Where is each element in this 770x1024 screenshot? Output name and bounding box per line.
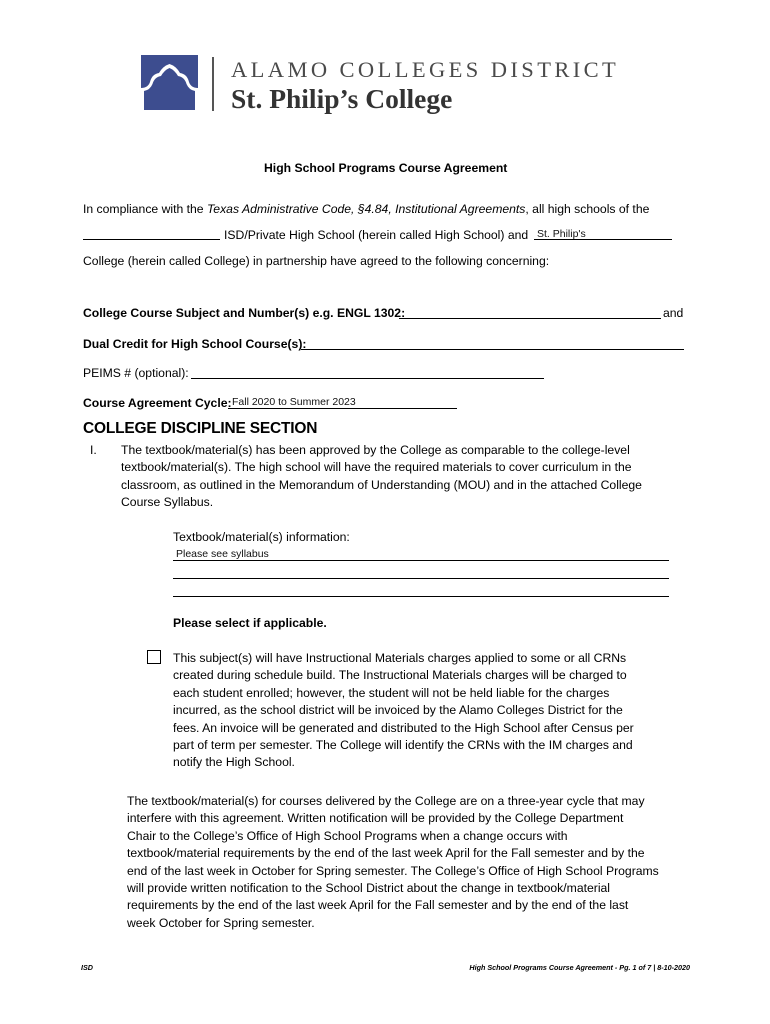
course-subject-colon: : bbox=[401, 306, 406, 320]
document-title: High School Programs Course Agreement bbox=[264, 161, 508, 175]
item-marker: I. bbox=[90, 443, 97, 457]
paragraph-line: interfere with this agreement. Written notification will be provided by the College Department bbox=[127, 811, 624, 826]
paragraph-line: notify the High School. bbox=[173, 755, 295, 770]
isd-name-field[interactable] bbox=[83, 239, 220, 240]
paragraph-line: This subject(s) will have Instructional Materials charges applied to some or all CRNs bbox=[173, 651, 627, 665]
textbook-info-line-3[interactable] bbox=[173, 596, 669, 597]
intro-line-1 bbox=[83, 201, 649, 218]
course-subject-label-text: College Course Subject and Number(s) e.g. ENGL 1302 bbox=[83, 306, 402, 320]
college-logo-mark bbox=[141, 55, 198, 110]
paragraph-line: The textbook/material(s) has been approved by the College as comparable to the college-level bbox=[121, 443, 630, 457]
paragraph-line: created during schedule build. The Instructional Materials charges will be charged to bbox=[173, 668, 627, 683]
intro-text-end: , all high schools of the bbox=[525, 202, 650, 216]
textbook-info-line-1[interactable] bbox=[173, 560, 669, 561]
intro-citation: Texas Administrative Code, §4.84, Institutional Agreements bbox=[206, 202, 526, 216]
footer-right: High School Programs Course Agreement - Pg. 1 of 7 | 8-10-2020 bbox=[469, 963, 690, 972]
paragraph-line: incurred, as the school district will be invoiced by the Alamo Colleges District for the bbox=[173, 703, 623, 718]
paragraph-line: each student enrolled; however, the student will not be held liable for the charges bbox=[173, 685, 610, 700]
section-heading: COLLEGE DISCIPLINE SECTION bbox=[83, 420, 318, 437]
paragraph-line: The textbook/material(s) for courses delivered by the College are on a three-year cycle that may bbox=[127, 794, 645, 808]
paragraph-line: requirements by the end of the last week April for the Fall semester and by the end of the last bbox=[127, 898, 629, 913]
paragraph-line: Chair to the College’s Office of High School Programs when a change occurs with bbox=[127, 828, 568, 843]
im-charges-paragraph bbox=[173, 650, 634, 772]
college-name: St. Philip’s College bbox=[231, 83, 453, 114]
intro-line-2: ISD/Private High School (herein called High School) and bbox=[224, 228, 529, 242]
item-paragraph bbox=[121, 442, 642, 512]
textbook-info-line-2[interactable] bbox=[173, 578, 669, 579]
paragraph-line: Course Syllabus. bbox=[121, 495, 214, 510]
paragraph-line: classroom, as outlined in the Memorandum of Understanding (MOU) and in the attached College bbox=[121, 477, 642, 492]
paragraph-line: textbook/material requirements by the end of the last week April for the Fall semester and by the bbox=[127, 846, 645, 861]
paragraph-line: will provide written notification to the School District about the change in textbook/material bbox=[127, 881, 611, 896]
agreement-cycle-value: Fall 2020 to Summer 2023 bbox=[232, 396, 356, 408]
peims-field[interactable] bbox=[191, 378, 544, 379]
course-subject-label bbox=[83, 305, 405, 322]
course-subject-and: and bbox=[663, 306, 684, 320]
dual-credit-field[interactable] bbox=[301, 349, 684, 350]
paragraph-line: week October for Spring semester. bbox=[127, 915, 315, 930]
course-subject-field[interactable] bbox=[399, 318, 661, 319]
footer-left: ISD bbox=[81, 963, 93, 972]
dual-credit-label: Dual Credit for High School Course(s): bbox=[83, 337, 307, 351]
select-applicable-label: Please select if applicable. bbox=[173, 616, 327, 630]
intro-line-3: College (herein called College) in partnership have agreed to the following concerning: bbox=[83, 254, 550, 268]
paragraph-line: end of the last week in October for Spring semester. The College’s Office of High School Programs bbox=[127, 863, 659, 878]
textbook-info-label: Textbook/material(s) information: bbox=[173, 530, 350, 544]
paragraph-line: fees. An invoice will be generated and distributed to the High School after Census per bbox=[173, 720, 634, 735]
textbook-cycle-paragraph bbox=[127, 793, 671, 932]
paragraph-line: textbook/material(s). The high school will have the required materials to cover curriculum in the bbox=[121, 460, 632, 475]
im-charges-checkbox[interactable] bbox=[147, 650, 161, 664]
logo-divider bbox=[212, 57, 214, 111]
agreement-cycle-field[interactable] bbox=[228, 408, 457, 409]
college-name-value: St. Philip's bbox=[537, 228, 586, 240]
peims-label: PEIMS # (optional): bbox=[83, 366, 189, 380]
mission-arch-icon bbox=[141, 55, 198, 110]
district-name: ALAMO COLLEGES DISTRICT bbox=[231, 57, 620, 82]
paragraph-line: part of term per semester. The College will identify the CRNs with the IM charges and bbox=[173, 738, 633, 753]
agreement-cycle-label: Course Agreement Cycle: bbox=[83, 396, 232, 410]
intro-text: In compliance with the bbox=[83, 202, 207, 216]
textbook-info-value: Please see syllabus bbox=[176, 548, 269, 560]
